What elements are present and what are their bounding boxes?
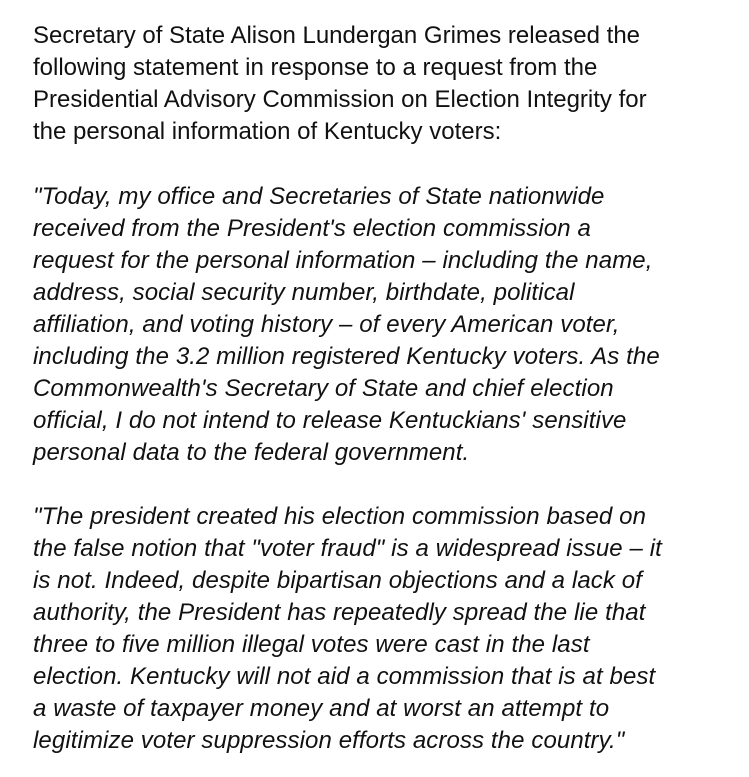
quote-line: personal data to the federal government. (33, 439, 470, 466)
intro-line: the personal information of Kentucky voters: (33, 118, 502, 145)
quote-line: election. Kentucky will not aid a commission that is at best (33, 663, 656, 690)
quote-line: three to five million illegal votes were cast in the last (33, 631, 590, 658)
quote-line: is not. Indeed, despite bipartisan objections and a lack of (33, 567, 642, 594)
statement-document (33, 20, 733, 757)
quote-line: legitimize voter suppression efforts across the country." (33, 727, 625, 754)
quote-line: request for the personal information – including the name, (33, 247, 653, 274)
intro-line: Presidential Advisory Commission on Election Integrity for (33, 86, 647, 113)
quote-line: "Today, my office and Secretaries of State nationwide (33, 183, 605, 210)
quote-line: the false notion that "voter fraud" is a widespread issue – it (33, 535, 662, 562)
quote-paragraph-2 (33, 501, 733, 757)
intro-paragraph (33, 20, 733, 148)
quote-line: "The president created his election commission based on (33, 503, 647, 530)
quote-line: affiliation, and voting history – of every American voter, (33, 311, 620, 338)
quote-line: Commonwealth's Secretary of State and chief election (33, 375, 614, 402)
intro-line: Secretary of State Alison Lundergan Grimes released the (33, 22, 641, 49)
quote-line: received from the President's election commission a (33, 215, 591, 242)
quote-line: address, social security number, birthdate, political (33, 279, 575, 306)
quote-line: authority, the President has repeatedly spread the lie that (33, 599, 646, 626)
quote-line: a waste of taxpayer money and at worst an attempt to (33, 695, 610, 722)
quote-line: official, I do not intend to release Kentuckians' sensitive (33, 407, 627, 434)
quote-line: including the 3.2 million registered Kentucky voters. As the (33, 343, 660, 370)
intro-line: following statement in response to a request from the (33, 54, 598, 81)
quote-paragraph-1 (33, 181, 733, 469)
